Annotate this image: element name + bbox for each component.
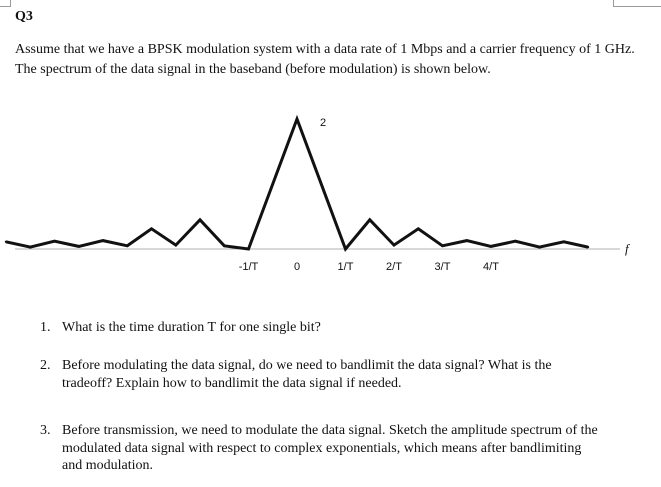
spectrum-point — [126, 245, 128, 247]
question-intro: Assume that we have a BPSK modulation system with a data rate of 1 Mbps and a carrier frequency of 1 GHz. The spectrum of the data signal in the baseband (before modulation) is shown below. — [15, 42, 635, 77]
spectrum-point — [150, 228, 152, 230]
spectrum-point — [102, 239, 104, 241]
question-text: Before modulating the data signal, do we need to bandlimit the data signal? What is the tradeoff? Explain how to bandlimit the data signal if needed. — [62, 358, 552, 391]
spectrum-point — [247, 248, 249, 250]
spectrum-point — [490, 245, 492, 247]
x-tick-label: 4/T — [483, 261, 499, 273]
spectrum-point — [223, 245, 225, 247]
spectrum-point — [199, 219, 201, 221]
spectrum-point — [5, 241, 7, 243]
x-tick-label: 0 — [293, 261, 301, 273]
spectrum-point — [175, 244, 177, 246]
spectrum-point — [538, 246, 540, 248]
spectrum-point — [78, 245, 80, 247]
spectrum-point — [393, 244, 395, 246]
spectrum-point — [369, 219, 371, 221]
spectrum-point — [587, 246, 589, 248]
spectrum-point — [344, 248, 346, 250]
spectrum-point — [296, 118, 298, 120]
spectrum-point — [29, 246, 31, 248]
x-tick-label: 1/T — [337, 261, 354, 273]
f-axis-label: f — [625, 241, 629, 256]
spectrum-point — [563, 241, 565, 243]
peak-label: 2 — [320, 117, 327, 129]
question-number: 2. — [40, 358, 51, 373]
question-label: Q3 — [15, 9, 33, 24]
x-tick-label: 2/T — [386, 261, 402, 273]
spectrum-point — [514, 240, 516, 242]
x-tick-label: -1/T — [238, 261, 259, 273]
x-tick-label: 3/T — [434, 261, 451, 273]
spectrum-point — [417, 228, 419, 230]
question-text: What is the time duration T for one single bit? — [62, 320, 321, 335]
spectrum-line — [6, 119, 588, 249]
question-text: Before transmission, we need to modulate the data signal. Sketch the amplitude spectrum of the modulated data signal with respect to complex exponentials, which means after bandlimiting and modulation. — [62, 423, 598, 473]
spectrum-point — [466, 239, 468, 241]
question-number: 1. — [40, 320, 51, 335]
spectrum-point — [441, 245, 443, 247]
question-number: 3. — [40, 423, 51, 438]
spectrum-point — [53, 240, 55, 242]
